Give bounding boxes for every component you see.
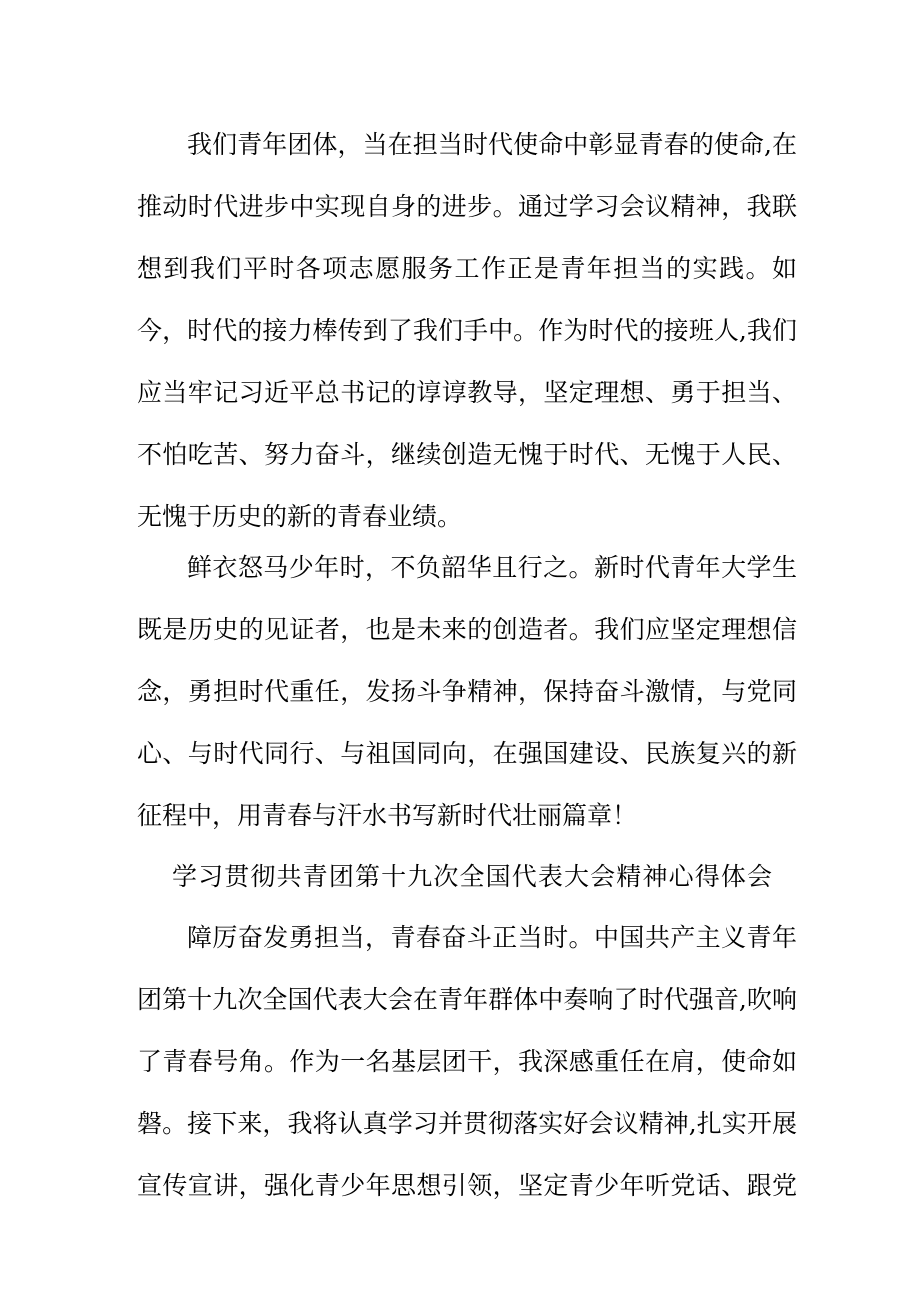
paragraph-line: 鲜衣怒马少年时，不负韶华且行之。新时代青年大学生 xyxy=(187,553,797,582)
paragraph-line: 宣传宣讲，强化青少年思想引领，坚定青少年听党话、跟党 xyxy=(137,1171,797,1200)
paragraph-1 xyxy=(137,114,797,548)
paragraph-line: 了青春号角。作为一名基层团干，我深感重任在肩，使命如 xyxy=(137,1047,797,1076)
paragraph-line: 障厉奋发勇担当，青春奋斗正当时。中国共产主义青年 xyxy=(187,923,797,952)
paragraph-line: 磐。接下来，我将认真学习并贯彻落实好会议精神,扎实开展 xyxy=(137,1109,797,1138)
paragraph-line: 应当牢记习近平总书记的谆谆教导，坚定理想、勇于担当、 xyxy=(137,378,797,407)
paragraph-line: 推动时代进步中实现自身的进步。通过学习会议精神，我联 xyxy=(137,192,797,221)
paragraph-line: 我们青年团体，当在担当时代使命中彰显青春的使命,在 xyxy=(187,130,797,159)
paragraph-line: 征程中，用青春与汗水书写新时代壮丽篇章！ xyxy=(137,801,638,830)
paragraph-2 xyxy=(137,537,797,847)
paragraph-line: 想到我们平时各项志愿服务工作正是青年担当的实践。如 xyxy=(137,254,797,283)
paragraph-line: 今，时代的接力棒传到了我们手中。作为时代的接班人,我们 xyxy=(137,316,797,345)
paragraph-3 xyxy=(137,907,797,1217)
paragraph-line: 团第十九次全国代表大会在青年群体中奏响了时代强音,吹响 xyxy=(137,985,797,1014)
paragraph-line: 不怕吃苦、努力奋斗，继续创造无愧于时代、无愧于人民、 xyxy=(137,440,797,469)
paragraph-line: 念，勇担时代重任，发扬斗争精神，保持奋斗激情，与党同 xyxy=(137,677,797,706)
section-heading: 学习贯彻共青团第十九次全国代表大会精神心得体会 xyxy=(172,862,772,891)
paragraph-line: 既是历史的见证者，也是未来的创造者。我们应坚定理想信 xyxy=(137,615,797,644)
paragraph-line: 无愧于历史的新的青春业绩。 xyxy=(137,502,463,531)
paragraph-line: 心、与时代同行、与祖国同向，在强国建设、民族复兴的新 xyxy=(137,739,797,768)
